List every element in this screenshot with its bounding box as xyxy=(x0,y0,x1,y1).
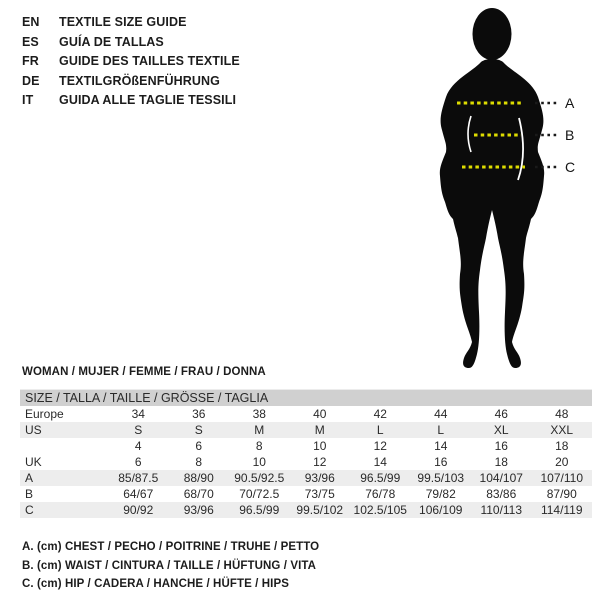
language-code: IT xyxy=(22,93,34,107)
table-cell: 99.5/103 xyxy=(417,471,465,485)
table-cell: 87/90 xyxy=(546,487,577,501)
row-label: C xyxy=(25,503,34,517)
table-cell: 68/70 xyxy=(183,487,214,501)
language-row xyxy=(22,52,240,72)
table-row xyxy=(20,454,592,470)
row-label: Europe xyxy=(25,407,64,421)
row-label: B xyxy=(25,487,34,501)
table-cell: XL xyxy=(493,423,509,437)
size-table-header: SIZE / TALLA / TAILLE / GRÖSSE / TAGLIA xyxy=(20,389,592,406)
language-title: TEXTILGRÖßENFÜHRUNG xyxy=(59,73,220,88)
row-label: A xyxy=(25,471,34,485)
language-title: GUÍA DE TALLAS xyxy=(59,34,164,49)
table-cell: XXL xyxy=(550,423,574,437)
table-cell: 12 xyxy=(313,455,327,469)
table-cell: 93/96 xyxy=(183,503,214,517)
language-row xyxy=(22,72,240,92)
table-row xyxy=(20,422,592,438)
table-cell: 64/67 xyxy=(123,487,154,501)
table-cell: 38 xyxy=(252,407,266,421)
table-cell: 16 xyxy=(494,439,508,453)
table-cell: 70/72.5 xyxy=(239,487,280,501)
language-row xyxy=(22,91,240,111)
table-cell: 16 xyxy=(434,455,448,469)
table-cell: 18 xyxy=(555,439,569,453)
table-cell: M xyxy=(254,423,265,437)
row-label: UK xyxy=(25,455,42,469)
table-cell: 96.5/99 xyxy=(239,503,280,517)
table-cell: 14 xyxy=(373,455,387,469)
note-waist: B. (cm) WAIST / CINTURA / TAILLE / HÜFTUNG / VITA xyxy=(22,559,317,572)
table-cell: 36 xyxy=(192,407,206,421)
note-hip: C. (cm) HIP / CADERA / HANCHE / HÜFTE / HIPS xyxy=(22,578,290,590)
table-cell: 40 xyxy=(313,407,327,421)
table-cell: 20 xyxy=(555,455,569,469)
table-cell: 42 xyxy=(373,407,387,421)
table-cell: 90/92 xyxy=(123,503,154,517)
table-cell: 106/109 xyxy=(419,503,463,517)
language-row xyxy=(22,13,240,33)
table-cell: 6 xyxy=(134,455,142,469)
language-code: DE xyxy=(22,73,40,88)
table-cell: 4 xyxy=(134,439,142,453)
table-cell: 107/110 xyxy=(540,471,583,485)
table-cell: 14 xyxy=(434,439,448,453)
language-title-list xyxy=(22,13,240,111)
waist-label: B xyxy=(565,127,575,143)
table-cell: 114/119 xyxy=(540,503,583,517)
table-cell: 102.5/105 xyxy=(353,503,407,517)
table-cell: 93/96 xyxy=(304,471,335,485)
table-cell: L xyxy=(437,423,445,437)
table-cell: 12 xyxy=(373,439,387,453)
table-cell: 10 xyxy=(252,455,266,469)
language-row xyxy=(22,33,240,53)
table-row xyxy=(20,438,592,454)
section-title: WOMAN / MUJER / FEMME / FRAU / DONNA xyxy=(22,366,266,378)
table-cell: 85/87.5 xyxy=(118,471,159,485)
woman-silhouette xyxy=(402,2,592,380)
table-row xyxy=(20,406,592,422)
language-code: ES xyxy=(22,34,39,49)
note-chest: A. (cm) CHEST / PECHO / POITRINE / TRUHE / PETTO xyxy=(22,541,320,553)
table-cell: 46 xyxy=(494,407,508,421)
row-label: US xyxy=(25,423,42,437)
size-table xyxy=(20,389,592,518)
table-cell: 6 xyxy=(195,439,203,453)
table-cell: S xyxy=(194,423,203,437)
language-title: GUIDE DES TAILLES TEXTILE xyxy=(59,54,240,68)
table-cell: 18 xyxy=(494,455,508,469)
table-cell: 73/75 xyxy=(304,487,335,501)
hip-label: C xyxy=(565,159,576,175)
table-cell: 10 xyxy=(313,439,327,453)
language-title: TEXTILE SIZE GUIDE xyxy=(59,15,187,29)
table-cell: 110/113 xyxy=(480,503,523,517)
table-cell: 44 xyxy=(434,407,448,421)
silhouette-body xyxy=(440,59,544,368)
size-table-grid xyxy=(20,406,592,518)
language-code: FR xyxy=(22,54,39,68)
table-cell: 96.5/99 xyxy=(360,471,401,485)
table-row xyxy=(20,502,592,518)
table-cell: 99.5/102 xyxy=(296,503,344,517)
table-cell: 48 xyxy=(555,407,569,421)
chest-label: A xyxy=(565,95,575,111)
language-title: GUIDA ALLE TAGLIE TESSILI xyxy=(59,93,237,107)
table-cell: 79/82 xyxy=(425,487,456,501)
table-cell: 90.5/92.5 xyxy=(234,471,285,485)
table-cell: 8 xyxy=(195,455,203,469)
table-cell: 76/78 xyxy=(365,487,396,501)
table-cell: 34 xyxy=(131,407,145,421)
table-cell: 8 xyxy=(255,439,263,453)
row-label xyxy=(20,438,108,454)
table-row xyxy=(20,486,592,502)
measurement-notes xyxy=(22,538,319,594)
table-cell: 83/86 xyxy=(486,487,517,501)
table-cell: 88/90 xyxy=(183,471,214,485)
table-cell: 104/107 xyxy=(479,471,523,485)
table-cell: L xyxy=(376,423,384,437)
silhouette-head xyxy=(473,8,512,60)
language-code: EN xyxy=(22,15,40,29)
table-row xyxy=(20,470,592,486)
table-cell: M xyxy=(314,423,325,437)
table-cell: S xyxy=(134,423,143,437)
